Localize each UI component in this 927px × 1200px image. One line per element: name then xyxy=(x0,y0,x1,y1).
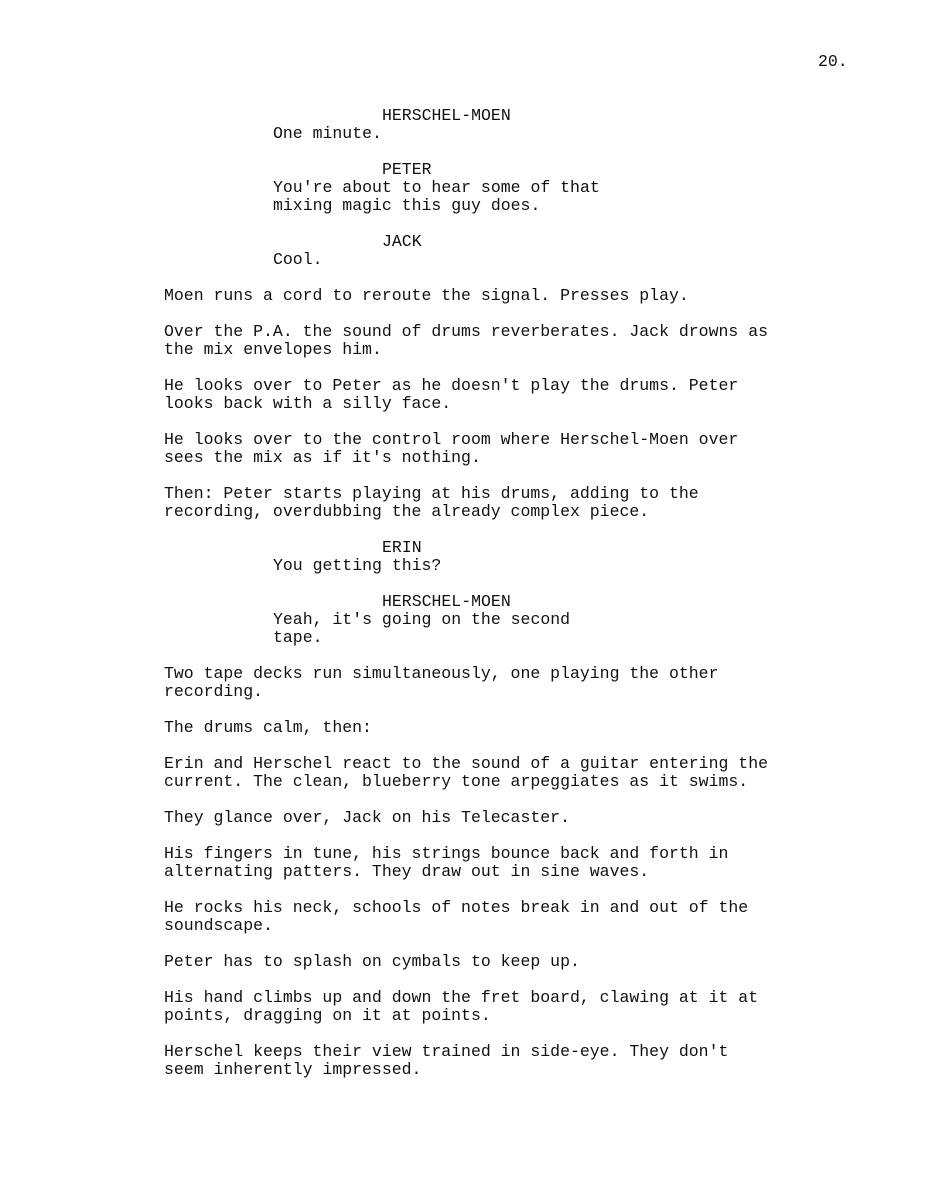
action-line: They glance over, Jack on his Telecaster. xyxy=(164,808,570,827)
action-line: seem inherently impressed. xyxy=(164,1060,422,1079)
character-name: JACK xyxy=(382,232,422,251)
character-name: HERSCHEL-MOEN xyxy=(382,106,511,125)
action-paragraph xyxy=(164,485,844,521)
action-line: sees the mix as if it's nothing. xyxy=(164,448,481,467)
dialogue-line: One minute. xyxy=(273,124,382,143)
action-paragraph xyxy=(164,1043,844,1079)
action-line: Erin and Herschel react to the sound of a guitar entering the xyxy=(164,754,768,773)
action-paragraph xyxy=(164,665,844,701)
action-paragraph xyxy=(164,323,844,359)
dialogue-block xyxy=(164,161,844,215)
action-line: The drums calm, then: xyxy=(164,718,372,737)
action-paragraph xyxy=(164,431,844,467)
dialogue-line: mixing magic this guy does. xyxy=(273,196,541,215)
dialogue-line: You getting this? xyxy=(273,556,442,575)
action-paragraph xyxy=(164,899,844,935)
action-line: soundscape. xyxy=(164,916,273,935)
action-paragraph xyxy=(164,287,844,305)
character-name: HERSCHEL-MOEN xyxy=(382,592,511,611)
action-line: the mix envelopes him. xyxy=(164,340,382,359)
action-paragraph xyxy=(164,377,844,413)
action-paragraph xyxy=(164,953,844,971)
dialogue-block xyxy=(164,593,844,647)
action-paragraph xyxy=(164,755,844,791)
action-line: Two tape decks run simultaneously, one playing the other xyxy=(164,664,719,683)
action-line: points, dragging on it at points. xyxy=(164,1006,491,1025)
character-name: ERIN xyxy=(382,538,422,557)
action-paragraph xyxy=(164,989,844,1025)
dialogue-line: tape. xyxy=(273,628,323,647)
action-paragraph xyxy=(164,845,844,881)
action-line: recording, overdubbing the already complex piece. xyxy=(164,502,650,521)
action-line: His fingers in tune, his strings bounce back and forth in xyxy=(164,844,729,863)
action-line: alternating patters. They draw out in sine waves. xyxy=(164,862,650,881)
action-line: Peter has to splash on cymbals to keep up. xyxy=(164,952,580,971)
action-line: He looks over to the control room where Herschel-Moen over xyxy=(164,430,739,449)
dialogue-block xyxy=(164,539,844,575)
action-line: He looks over to Peter as he doesn't play the drums. Peter xyxy=(164,376,739,395)
page-number: 20. xyxy=(818,52,848,71)
script-body xyxy=(164,107,844,1079)
action-line: Then: Peter starts playing at his drums, adding to the xyxy=(164,484,699,503)
action-line: Herschel keeps their view trained in side-eye. They don't xyxy=(164,1042,729,1061)
action-line: Over the P.A. the sound of drums reverberates. Jack drowns as xyxy=(164,322,768,341)
dialogue-line: Cool. xyxy=(273,250,323,269)
action-line: His hand climbs up and down the fret board, clawing at it at xyxy=(164,988,759,1007)
dialogue-line: Yeah, it's going on the second xyxy=(273,610,571,629)
character-name: PETER xyxy=(382,160,432,179)
action-paragraph xyxy=(164,809,844,827)
action-line: looks back with a silly face. xyxy=(164,394,452,413)
dialogue-block xyxy=(164,107,844,143)
action-line: current. The clean, blueberry tone arpeggiates as it swims. xyxy=(164,772,749,791)
action-line: recording. xyxy=(164,682,264,701)
dialogue-block xyxy=(164,233,844,269)
dialogue-line: You're about to hear some of that xyxy=(273,178,600,197)
action-paragraph xyxy=(164,719,844,737)
action-line: He rocks his neck, schools of notes break in and out of the xyxy=(164,898,749,917)
action-line: Moen runs a cord to reroute the signal. Presses play. xyxy=(164,286,689,305)
